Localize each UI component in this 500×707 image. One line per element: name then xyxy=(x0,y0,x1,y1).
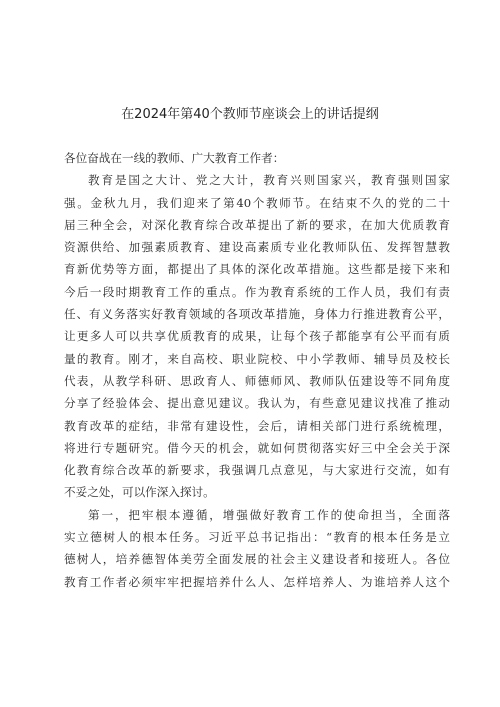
paragraph-1-line-10: 代表，从教学科研、思政育人、师德师风、教师队伍建设等不同角度 xyxy=(64,373,450,388)
paragraph-2-line-4: 教育工作者必须牢牢把握培养什么人、怎样培养人、为谁培养人这个 xyxy=(64,574,450,589)
paragraph-1-line-14: 化教育综合改革的新要求，我强调几点意见，与大家进行交流，如有 xyxy=(64,463,450,478)
paragraph-1-line-13: 将进行专题研究。借今天的机会，就如何贯彻落实好三中全会关于深 xyxy=(64,440,450,455)
paragraph-1-line-7: 任、有义务落实好教育领域的各项改革措施，身体力行推进教育公平， xyxy=(64,307,450,322)
paragraph-1-line-9: 量的教育。刚才，来自高校、职业院校、中小学教师、辅导员及校长 xyxy=(64,351,450,366)
paragraph-1-line-11: 分享了经验体会、提出意见建议。我认为，有些意见建议找准了推动 xyxy=(64,396,450,411)
paragraph-1-line-1: 教育是国之大计、党之大计，教育兴则国家兴，教育强则国家 xyxy=(88,173,450,188)
paragraph-2-line-3: 德树人，培养德智体美劳全面发展的社会主义建设者和接班人。各位 xyxy=(64,552,450,567)
paragraph-1-line-8: 让更多人可以共享优质教育的成果，让每个孩子都能享有公平而有质 xyxy=(64,329,450,344)
document-body xyxy=(64,147,450,593)
paragraph-1-line-2: 强。金秋九月，我们迎来了第40个教师节。在结束不久的党的二十 xyxy=(64,195,450,210)
paragraph-1-line-12: 教育改革的症结，非常有建设性，会后，请相关部门进行系统梳理， xyxy=(64,418,450,433)
paragraph-2-line-2: 实立德树人的根本任务。习近平总书记指出：“教育的根本任务是立 xyxy=(64,530,450,545)
paragraph-1-line-3: 届三种全会，对深化教育综合改革提出了新的要求，在加大优质教育 xyxy=(64,217,450,232)
paragraph-1-line-5: 育新优势等方面，都提出了具体的深化改革措施。这些都是接下来和 xyxy=(64,262,450,277)
salutation: 各位奋战在一线的教师、广大教育工作者： xyxy=(64,151,285,165)
paragraph-1-line-4: 资源供给、加强素质教育、建设高素质专业化教师队伍、发挥智慧教 xyxy=(64,240,450,255)
paragraph-1-line-6: 今后一段时期教育工作的重点。作为教育系统的工作人员，我们有责 xyxy=(64,284,450,299)
paragraph-1-line-15: 不妥之处，可以作深入探讨。 xyxy=(64,485,215,500)
document-title: 在2024年第40个教师节座谈会上的讲话提纲 xyxy=(121,107,379,122)
paragraph-2-line-1: 第一，把牢根本遵循，增强做好教育工作的使命担当，全面落 xyxy=(88,507,450,522)
